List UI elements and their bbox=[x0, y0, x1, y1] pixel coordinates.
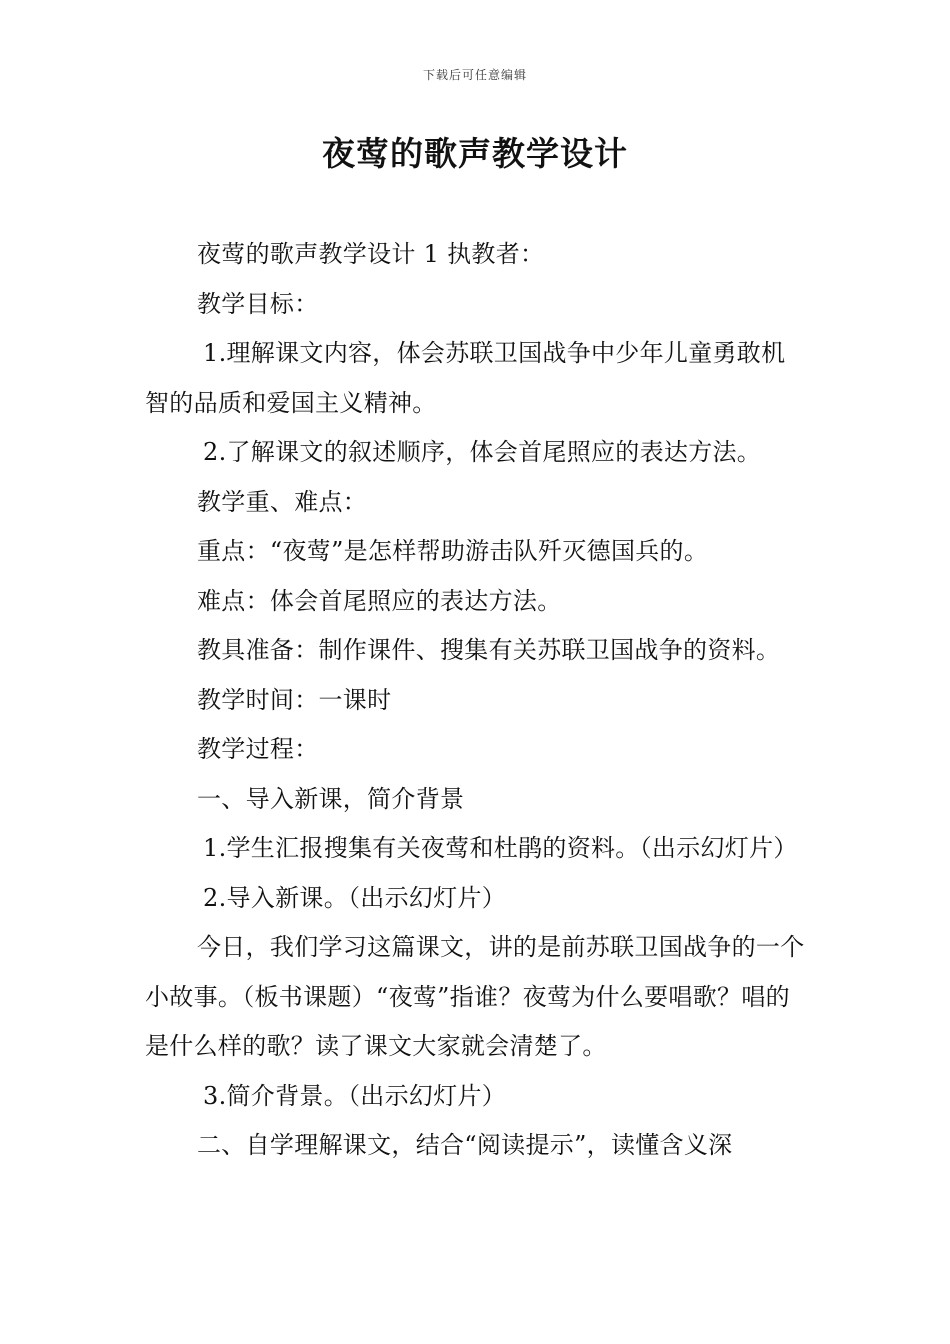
paragraph-step-1: 1.学生汇报搜集有关夜莺和杜鹃的资料。（出示幻灯片） bbox=[203, 834, 798, 862]
paragraph-step-3: 3.简介背景。（出示幻灯片） bbox=[203, 1081, 507, 1110]
paragraph-process-heading: 教学过程： bbox=[197, 735, 319, 763]
paragraph-materials: 教具准备：制作课件、搜集有关苏联卫国战争的资料。 bbox=[197, 636, 781, 664]
paragraph-objectives-heading: 教学目标： bbox=[197, 289, 319, 318]
paragraph-step-2: 2.导入新课。（出示幻灯片） bbox=[203, 883, 507, 912]
paragraph-section-1-heading: 一、导入新课，简介背景 bbox=[197, 784, 465, 813]
header-note: 下载后可任意编辑 bbox=[422, 68, 527, 82]
paragraph-objective-2: 2.了解课文的叙述顺序，体会首尾照应的表达方法。 bbox=[203, 438, 762, 466]
paragraph-key-points-heading: 教学重、难点： bbox=[197, 487, 368, 516]
paragraph-introduction-text: 今日，我们学习这篇课文，讲的是前苏联卫国战争的一个小故事。（板书课题）“夜莺”指谁？夜莺为什么要唱歌？唱的是什么样的歌？读了课文大家就会清楚了。 bbox=[145, 933, 805, 1060]
paragraph-time: 教学时间：一课时 bbox=[197, 685, 392, 714]
document-body bbox=[145, 230, 807, 1171]
paragraph-objective-1: 1.理解课文内容，体会苏联卫国战争中少年儿童勇敢机智的品质和爱国主义精神。 bbox=[145, 339, 786, 417]
paragraph-section-2-heading: 二、自学理解课文，结合“阅读提示”，读懂含义深 bbox=[197, 1131, 733, 1159]
document-title: 夜莺的歌声教学设计 bbox=[322, 134, 628, 173]
paragraph-difficulty: 难点：体会首尾照应的表达方法。 bbox=[197, 586, 562, 615]
paragraph-intro: 夜莺的歌声教学设计 1 执教者： bbox=[197, 240, 545, 268]
paragraph-key-point: 重点：“夜莺”是怎样帮助游击队歼灭德国兵的。 bbox=[197, 537, 709, 565]
